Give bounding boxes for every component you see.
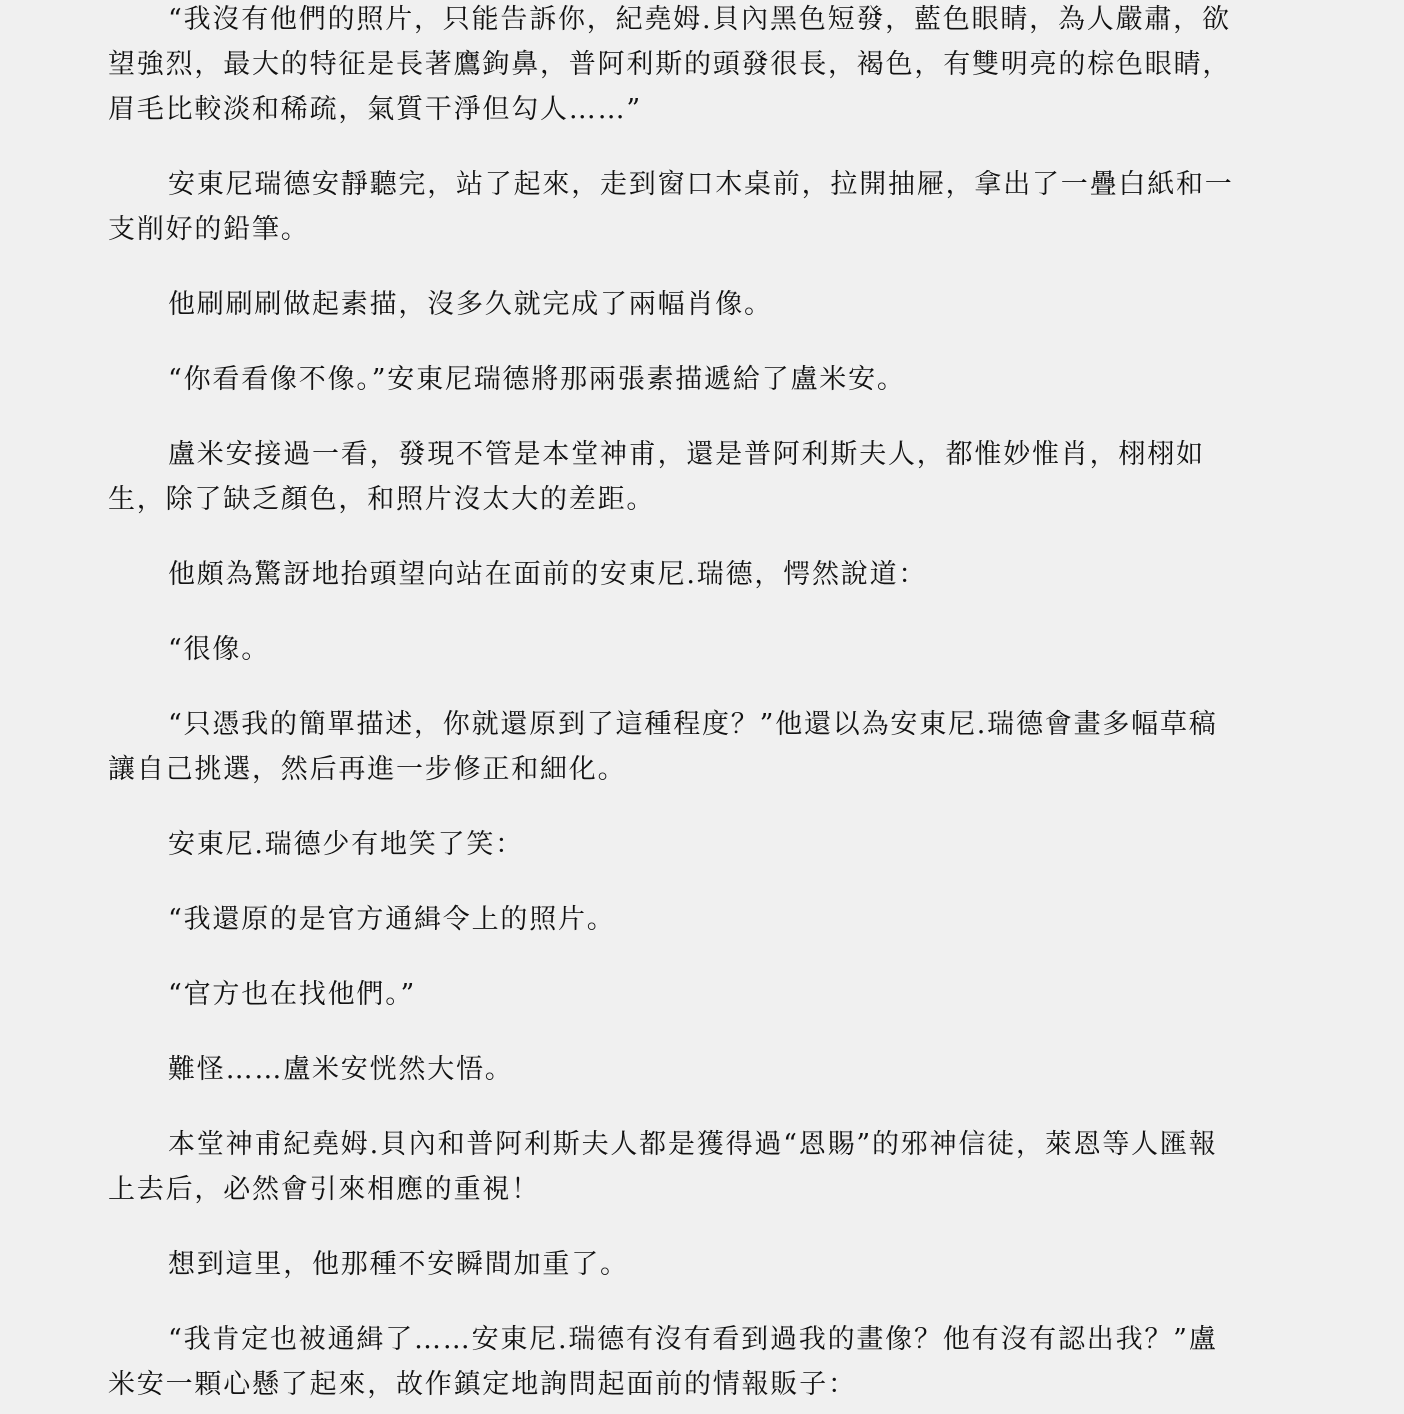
paragraph-7: “很像。	[168, 634, 271, 665]
paragraph-3: 他刷刷刷做起素描，沒多久就完成了兩幅肖像。	[168, 289, 773, 320]
paragraph-15: “我肯定也被通緝了……安東尼.瑞德有沒有看到過我的畫像？他有沒有認出我？”盧米安一顆心懸了起來，故作鎮定地詢問起面前的情報販子：	[108, 1324, 1218, 1400]
paragraph-8: “只憑我的簡單描述，你就還原到了這種程度？”他還以為安東尼.瑞德會畫多幅草稿讓自己挑選，然后再進一步修正和細化。	[108, 709, 1218, 785]
paragraph-1: “我沒有他們的照片，只能告訴你，紀堯姆.貝內黑色短發，藍色眼睛，為人嚴肅，欲望強烈，最大的特征是長著鷹鉤鼻，普阿利斯的頭發很長，褐色，有雙明亮的棕色眼睛，眉毛比較淡和稀疏，氣質干淨但勾人……”	[108, 4, 1232, 125]
paragraph-2: 安東尼瑞德安靜聽完，站了起來，走到窗口木桌前，拉開抽屜，拿出了一疊白紙和一支削好的鉛筆。	[108, 169, 1234, 245]
paragraph-11: “官方也在找他們。”	[168, 979, 417, 1010]
paragraph-14: 想到這里，他那種不安瞬間加重了。	[168, 1249, 629, 1280]
paragraph-12: 難怪……盧米安恍然大悟。	[168, 1054, 514, 1085]
paragraph-9: 安東尼.瑞德少有地笑了笑：	[168, 829, 524, 860]
paragraph-10: “我還原的是官方通緝令上的照片。	[168, 904, 616, 935]
paragraph-5: 盧米安接過一看，發現不管是本堂神甫，還是普阿利斯夫人，都惟妙惟肖，栩栩如生，除了缺乏顏色，和照片沒太大的差距。	[108, 439, 1205, 515]
document-body	[108, 0, 1238, 1414]
paragraph-13: 本堂神甫紀堯姆.貝內和普阿利斯夫人都是獲得過“恩賜”的邪神信徒，萊恩等人匯報上去后，必然會引來相應的重視！	[108, 1129, 1218, 1205]
paragraph-4: “你看看像不像。”安東尼瑞德將那兩張素描遞給了盧米安。	[168, 364, 906, 395]
paragraph-6: 他頗為驚訝地抬頭望向站在面前的安東尼.瑞德，愕然說道：	[168, 559, 928, 590]
